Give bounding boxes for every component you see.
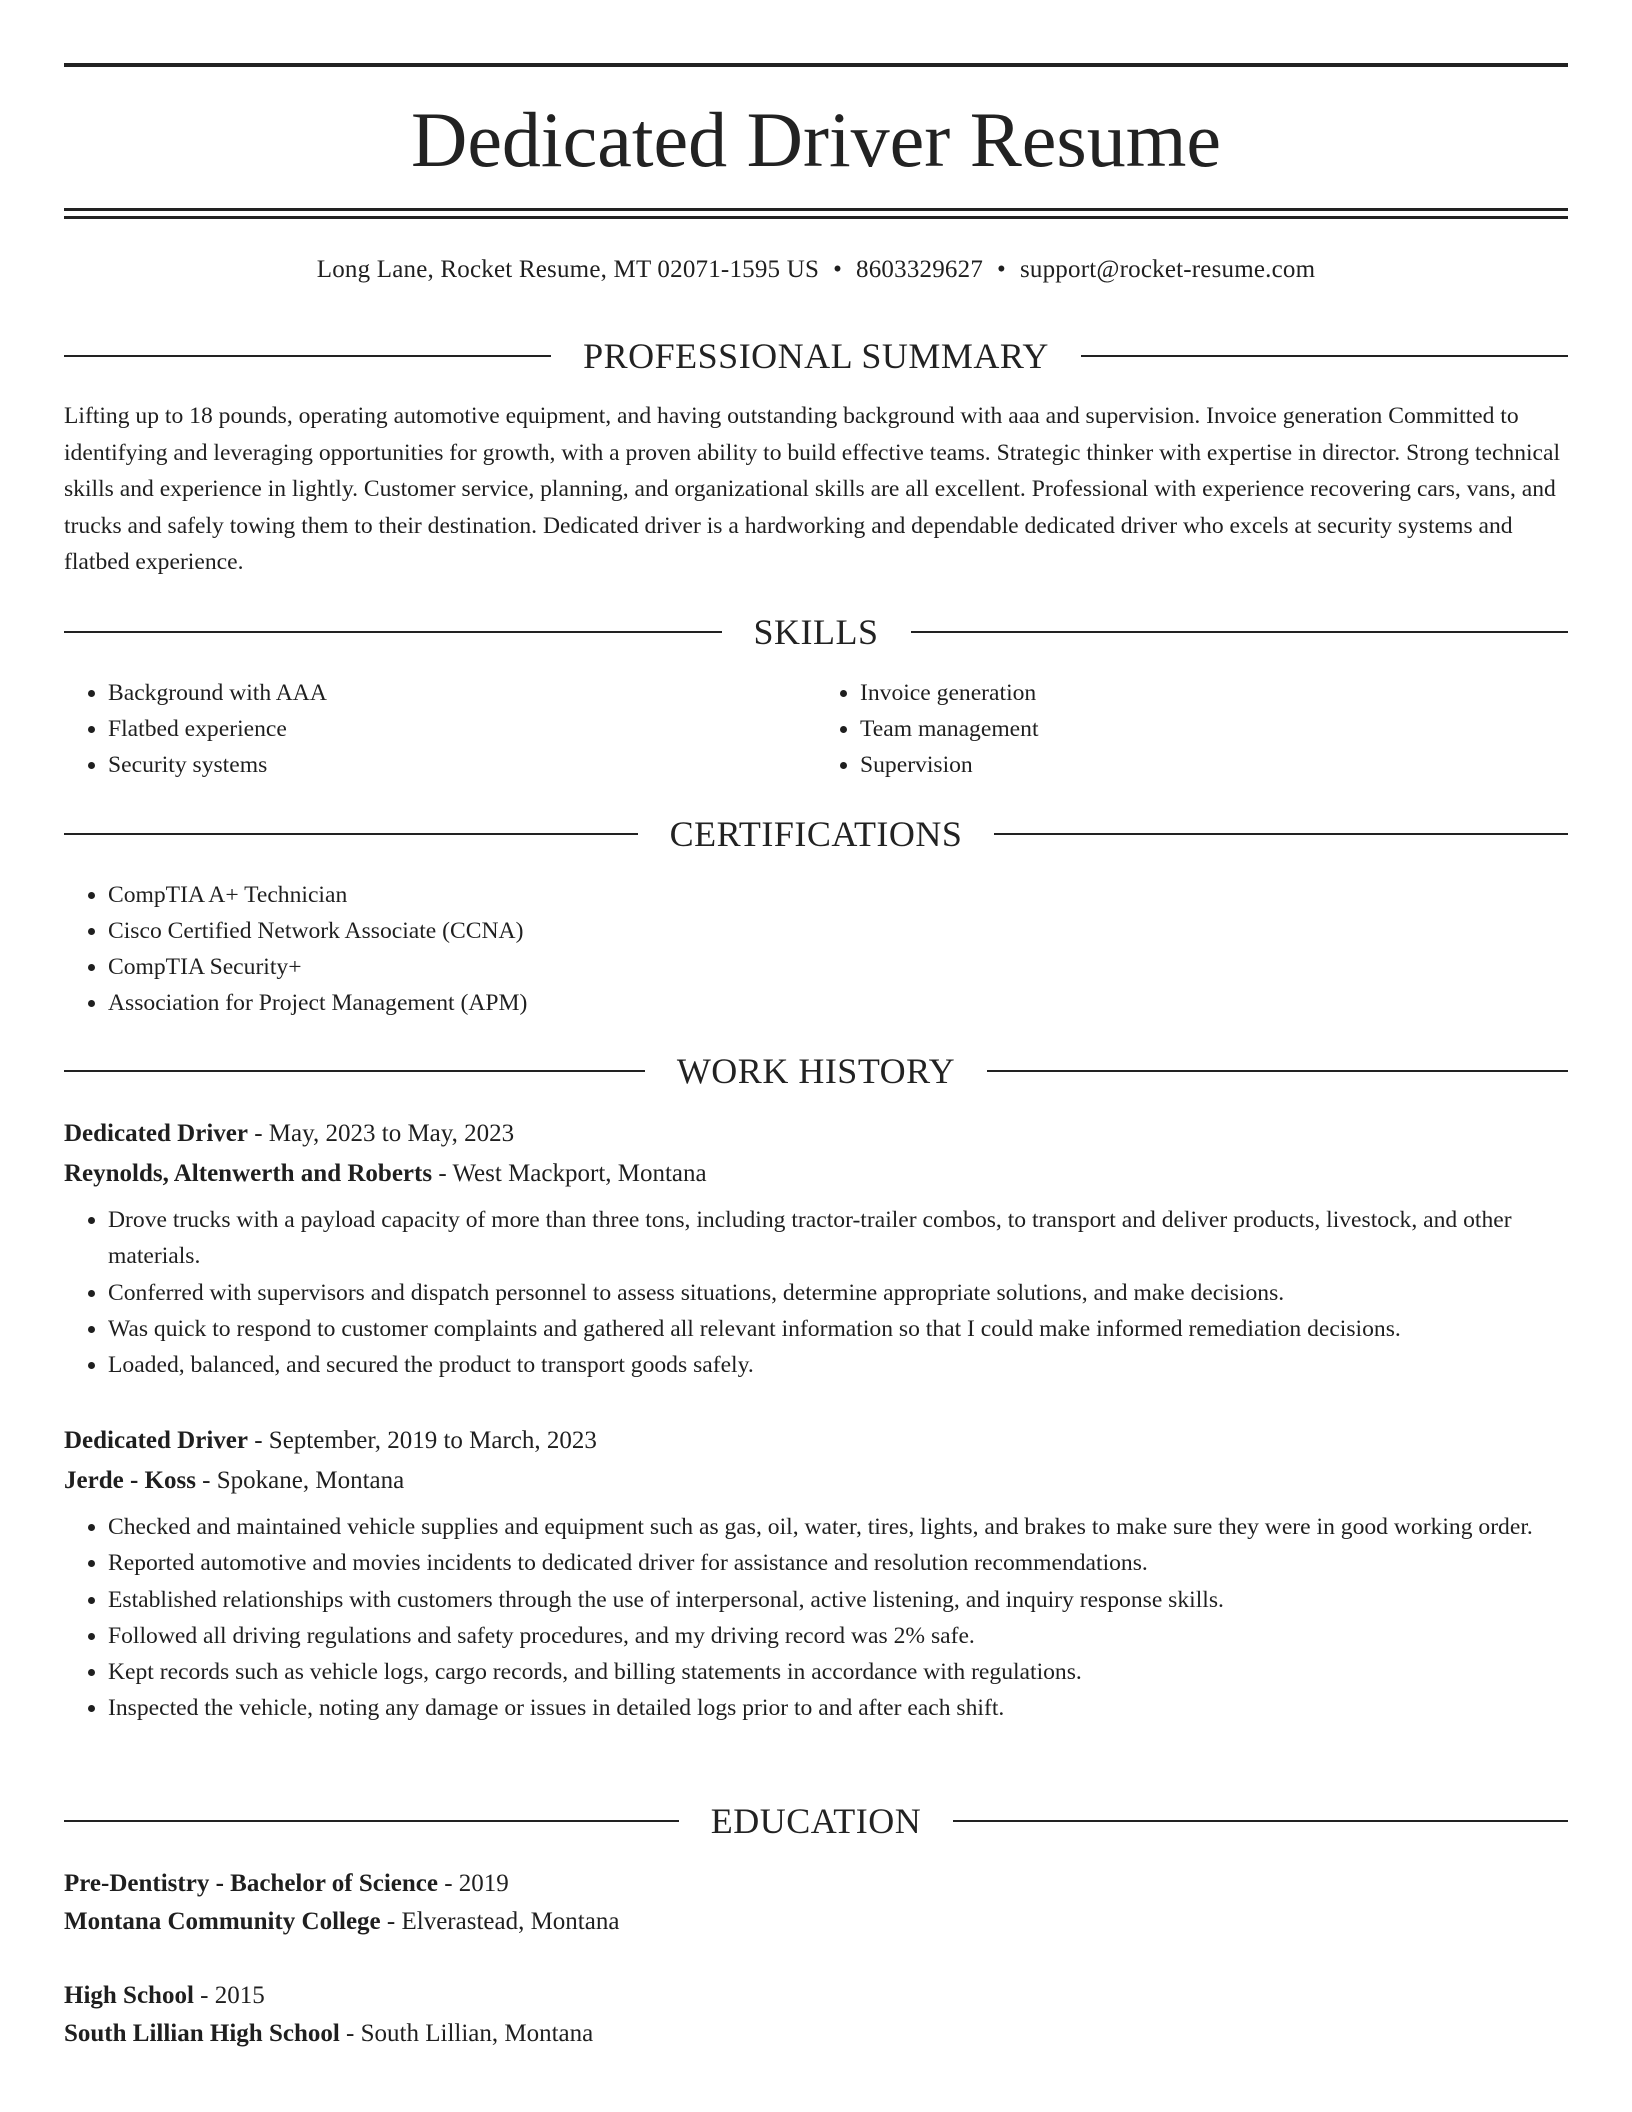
job-duty: • Established relationships with customers through the use of interpersonal, active listening, and inquiry response skills. [108, 1582, 1568, 1618]
job-duty: • Followed all driving regulations and safety procedures, and my driving record was 2% safe. [108, 1618, 1568, 1654]
contact-email: support@rocket-resume.com [1019, 256, 1316, 283]
job-title-line [64, 1114, 1568, 1154]
job-duty: • Was quick to respond to customer complaints and gathered all relevant information so that I could make informed remediation decisions. [108, 1311, 1568, 1347]
section-title: SKILLS [753, 612, 879, 652]
resume-title: Dedicated Driver Resume [410, 96, 1221, 183]
school-line [64, 1903, 1568, 1941]
section-rule [64, 833, 638, 835]
certifications-list [64, 877, 1568, 1021]
job-duty: • Reported automotive and movies incidents to dedicated driver for assistance and resolution recommendations. [108, 1545, 1568, 1581]
contact-separator: • [833, 256, 843, 283]
section-header-skills [64, 610, 1568, 654]
contact-line [64, 254, 1568, 286]
section-rule [953, 1820, 1568, 1822]
certification-item: • CompTIA Security+ [108, 949, 1568, 985]
section-title: WORK HISTORY [676, 1051, 956, 1091]
section-rule [1081, 355, 1568, 357]
section-title: PROFESSIONAL SUMMARY [583, 336, 1049, 376]
job-company-line [64, 1154, 1568, 1194]
job-duty: • Conferred with supervisors and dispatch personnel to assess situations, determine appropriate solutions, and make decisions. [108, 1275, 1568, 1311]
section-rule [64, 1820, 679, 1822]
section-title: EDUCATION [710, 1801, 922, 1841]
section-rule [987, 1070, 1568, 1072]
skill-item: • Team management [860, 711, 1568, 747]
top-rule [64, 63, 1568, 67]
job-entry [64, 1114, 1568, 1383]
skill-item: • Background with AAA [108, 675, 816, 711]
section-rule [64, 631, 722, 633]
job-duties [64, 1202, 1568, 1383]
job-duties [64, 1509, 1568, 1727]
section-rule [64, 355, 551, 357]
job-title: Dedicated Driver [64, 1427, 248, 1454]
job-location: - Spokane, Montana [195, 1467, 405, 1494]
contact-address: Long Lane, Rocket Resume, MT 02071-1595 US [316, 256, 820, 283]
job-duty: • Checked and maintained vehicle supplies and equipment such as gas, oil, water, tires, lights, and brakes to make sure they were in good working order. [108, 1509, 1568, 1545]
section-rule [994, 833, 1568, 835]
skills-list [64, 675, 1568, 783]
school: South Lillian High School [64, 2020, 340, 2047]
skills-column-left [64, 675, 816, 783]
section-header-certifications [64, 812, 1568, 856]
job-entry [64, 1421, 1568, 1727]
school: Montana Community College [64, 1908, 381, 1935]
degree: Pre-Dentistry - Bachelor of Science [64, 1870, 438, 1897]
section-rule [911, 631, 1569, 633]
job-duty: • Loaded, balanced, and secured the product to transport goods safely. [108, 1347, 1568, 1383]
section-header-work-history [64, 1049, 1568, 1093]
graduation-year: - 2019 [437, 1870, 509, 1897]
job-duty: • Kept records such as vehicle logs, cargo records, and billing statements in accordance with regulations. [108, 1654, 1568, 1690]
skill-item: • Invoice generation [860, 675, 1568, 711]
section-header-summary [64, 334, 1568, 378]
job-title: Dedicated Driver [64, 1120, 248, 1147]
education-entry [64, 1865, 1568, 1941]
job-title-line [64, 1421, 1568, 1461]
degree-line [64, 1865, 1568, 1903]
section-rule [64, 1070, 645, 1072]
contact-phone: 8603329627 [856, 256, 984, 283]
school-location: - Elverastead, Montana [380, 1908, 620, 1935]
job-duty: • Inspected the vehicle, noting any damage or issues in detailed logs prior to and after each shift. [108, 1690, 1568, 1726]
job-company: Reynolds, Altenwerth and Roberts [64, 1160, 433, 1187]
summary-text: Lifting up to 18 pounds, operating automotive equipment, and having outstanding background with aaa and supervision. Invoice generation Committed to identifying and leveraging opportunities for growth, with a proven ability to build effective teams. Strategic thinker with expertise in director. Strong technical skills and experience in lightly. Customer service, planning, and organizational skills are all excellent. Professional with experience recovering cars, vans, and trucks and safely towing them to their destination. Dedicated driver is a hardworking and dependable dedicated driver who excels at security systems and flatbed experience. [64, 403, 1561, 575]
job-location: - West Mackport, Montana [432, 1160, 707, 1187]
skills-column-right [816, 675, 1568, 783]
title-rule-upper [64, 208, 1568, 211]
degree: High School [64, 1982, 194, 2009]
job-dates: - September, 2019 to March, 2023 [247, 1427, 597, 1454]
graduation-year: - 2015 [193, 1982, 265, 2009]
certification-item: • Cisco Certified Network Associate (CCNA) [108, 913, 1568, 949]
education-entry [64, 1977, 1568, 2053]
section-header-education [64, 1799, 1568, 1843]
certification-item: • CompTIA A+ Technician [108, 877, 1568, 913]
job-company-line [64, 1461, 1568, 1501]
contact-separator: • [997, 256, 1006, 283]
school-location: - South Lillian, Montana [339, 2020, 594, 2047]
job-dates: - May, 2023 to May, 2023 [247, 1120, 515, 1147]
skill-item: • Flatbed experience [108, 711, 816, 747]
skill-item: • Supervision [860, 747, 1568, 783]
title-rule-lower [64, 216, 1568, 219]
job-company: Jerde - Koss [64, 1467, 196, 1494]
degree-line [64, 1977, 1568, 2015]
job-duty: • Drove trucks with a payload capacity of more than three tons, including tractor-trailer combos, to transport and deliver products, livestock, and other materials. [108, 1202, 1568, 1275]
section-title: CERTIFICATIONS [669, 814, 963, 854]
certification-item: • Association for Project Management (APM) [108, 985, 1568, 1021]
skill-item: • Security systems [108, 747, 816, 783]
school-line [64, 2015, 1568, 2053]
